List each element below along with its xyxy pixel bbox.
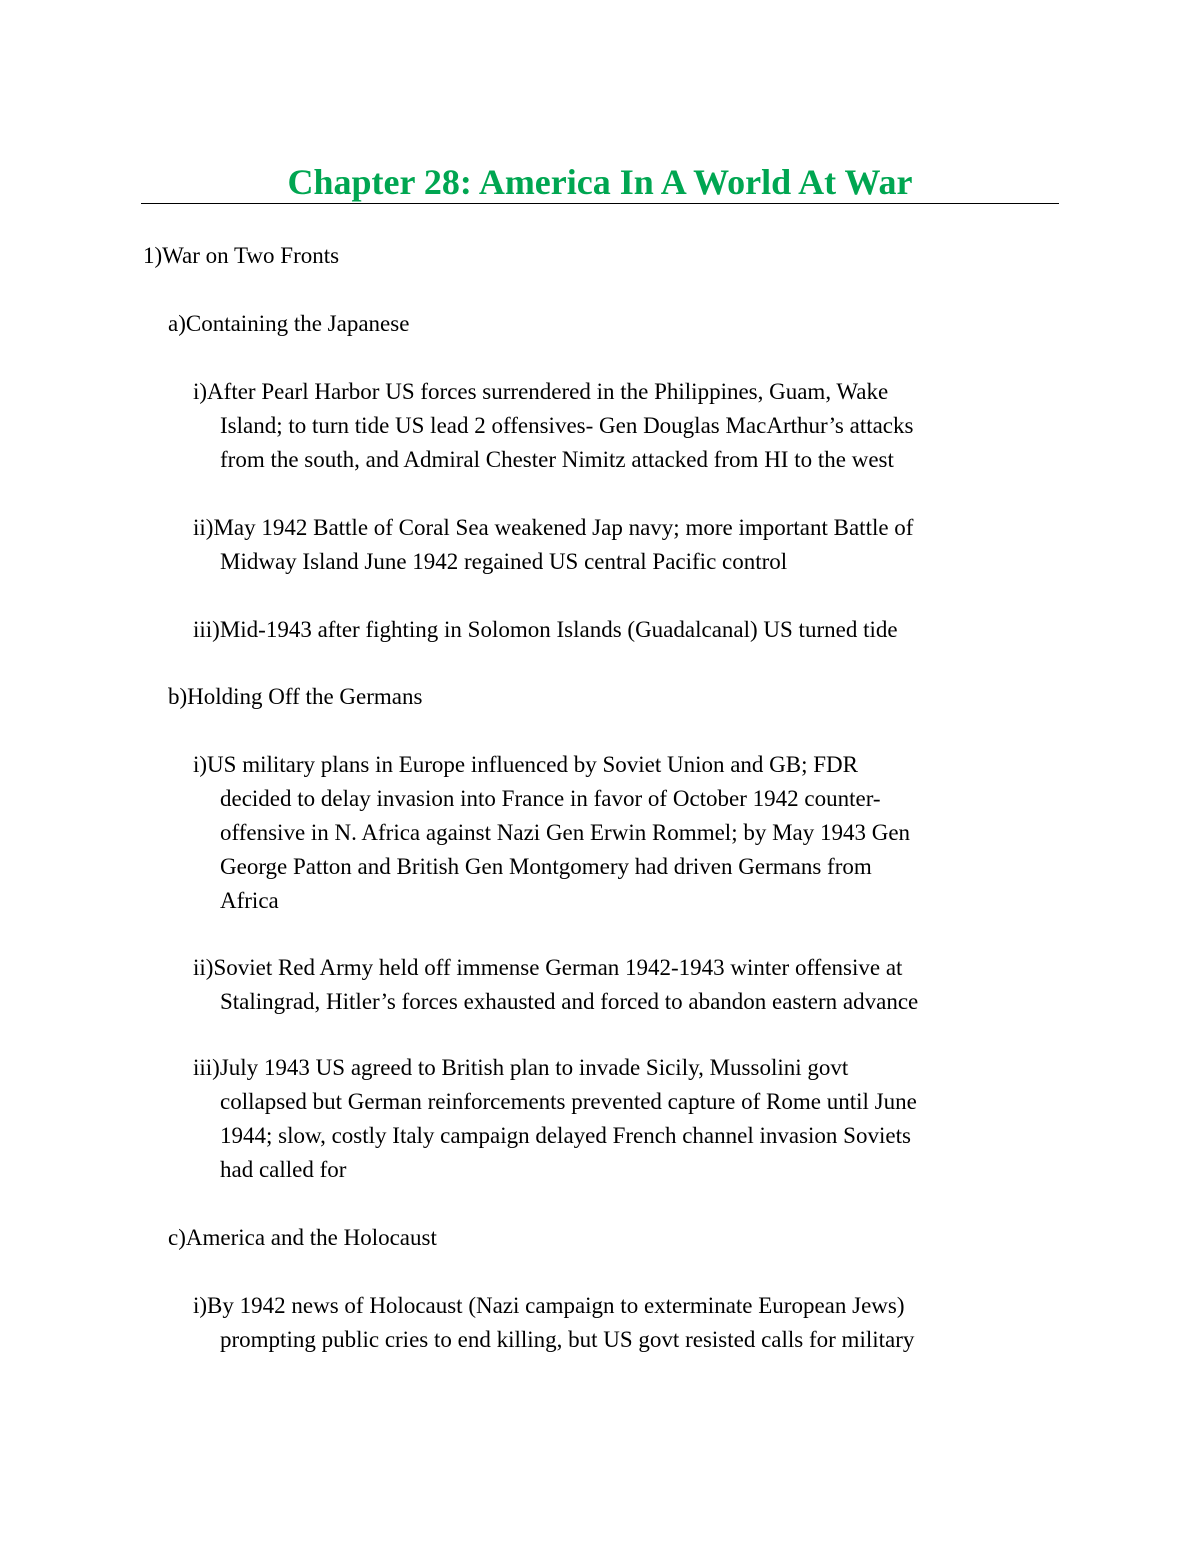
outline-item-line: i)By 1942 news of Holocaust (Nazi campaign to exterminate European Jews) [193,1293,905,1318]
outline-item-line: prompting public cries to end killing, but US govt resisted calls for military [220,1327,915,1352]
page-title: Chapter 28: America In A World At War [287,162,913,202]
outline-item-coral-sea [193,511,913,579]
outline-item-line: had called for [220,1157,347,1182]
outline-item-line: Stalingrad, Hitler’s forces exhausted and forced to abandon eastern advance [220,989,919,1014]
outline-item-line: iii)July 1943 US agreed to British plan to invade Sicily, Mussolini govt [193,1055,849,1080]
outline-item-line: Africa [220,888,279,913]
outline-subheading-america-holocaust: c)America and the Holocaust [168,1225,437,1250]
outline-heading-war-on-two-fronts: 1)War on Two Fronts [143,243,340,268]
outline-item-pearl-harbor [193,375,913,477]
outline-item-holocaust-news [193,1289,914,1357]
outline-item-line: collapsed but German reinforcements prevented capture of Rome until June [220,1089,917,1114]
outline-item-line: George Patton and British Gen Montgomery had driven Germans from [220,854,872,879]
title-underline [141,203,1059,204]
outline-item-line: offensive in N. Africa against Nazi Gen Erwin Rommel; by May 1943 Gen [220,820,911,845]
outline-item-line: from the south, and Admiral Chester Nimitz attacked from HI to the west [220,447,894,472]
outline-item-line: Island; to turn tide US lead 2 offensives- Gen Douglas MacArthur’s attacks [220,413,914,438]
outline-item-line: Midway Island June 1942 regained US central Pacific control [220,549,788,574]
outline-item-solomon-islands [193,613,898,647]
outline-item-line: 1944; slow, costly Italy campaign delayed French channel invasion Soviets [220,1123,911,1148]
outline-item-line: ii)May 1942 Battle of Coral Sea weakened Jap navy; more important Battle of [193,515,914,540]
outline-item-line: decided to delay invasion into France in favor of October 1942 counter- [220,786,881,811]
outline-item-line: i)After Pearl Harbor US forces surrendered in the Philippines, Guam, Wake [193,379,889,404]
outline-item-stalingrad [193,951,918,1019]
outline-item-europe-plans [193,748,910,918]
outline-subheading-containing-japanese: a)Containing the Japanese [168,311,410,336]
outline-subheading-holding-off-germans: b)Holding Off the Germans [168,684,423,709]
outline-item-line: i)US military plans in Europe influenced by Soviet Union and GB; FDR [193,752,859,777]
outline-item-line: ii)Soviet Red Army held off immense German 1942-1943 winter offensive at [193,955,903,980]
outline-item-line: iii)Mid-1943 after fighting in Solomon Islands (Guadalcanal) US turned tide [193,617,898,642]
outline-item-sicily [193,1051,917,1187]
